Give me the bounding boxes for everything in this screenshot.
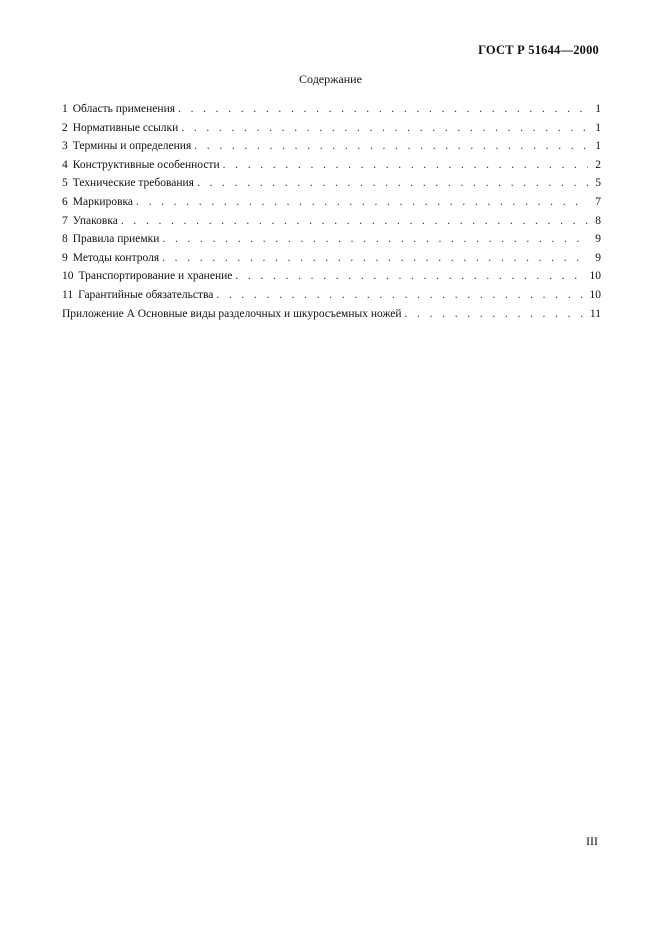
- toc-leader-dots: [136, 193, 588, 212]
- toc-leader-dots: [235, 267, 586, 286]
- toc-leader-dots: [178, 100, 588, 119]
- toc-entry-label: Область применения: [72, 103, 176, 115]
- table-of-contents: [62, 100, 601, 323]
- toc-leader-dots: [162, 230, 588, 249]
- toc-entry-label: Методы контроля: [72, 251, 160, 264]
- toc-entry: [62, 212, 601, 231]
- toc-entry: [62, 286, 601, 305]
- toc-entry-label: Нормативные ссылки: [72, 121, 179, 134]
- toc-leader-dots: [162, 249, 588, 268]
- toc-entry-number: 3: [62, 140, 68, 153]
- toc-entry-page: 1: [595, 140, 601, 153]
- page-number: III: [586, 834, 598, 848]
- toc-entry-page: 1: [595, 121, 601, 134]
- toc-entry-label: Термины и определения: [72, 140, 192, 153]
- toc-entry-page: 8: [595, 214, 601, 227]
- toc-entry-page: 10: [589, 288, 601, 301]
- toc-entry: [62, 156, 601, 175]
- toc-entry-page: 11: [589, 307, 601, 320]
- toc-entry-page: 5: [595, 177, 601, 190]
- toc-entry: [62, 267, 601, 286]
- toc-entry: [62, 193, 601, 212]
- toc-entry-label: Приложение А Основные виды разделочных и шкуросъемных ножей: [62, 307, 402, 320]
- toc-entry-number: 1: [62, 103, 68, 115]
- document-code: ГОСТ Р 51644—2000: [478, 43, 599, 57]
- toc-entry-label: Транспортирование и хранение: [78, 270, 233, 283]
- toc-entry-label: Маркировка: [72, 195, 134, 208]
- toc-entry-page: 2: [595, 158, 601, 171]
- toc-entry-page: 9: [595, 251, 601, 264]
- toc-leader-dots: [216, 286, 586, 305]
- toc-leader-dots: [197, 174, 588, 193]
- toc-entry-page: 7: [595, 195, 601, 208]
- toc-leader-dots: [121, 212, 588, 231]
- toc-entry-page: 1: [595, 103, 601, 115]
- toc-entry: [62, 100, 601, 119]
- toc-entry-number: 7: [62, 214, 68, 227]
- toc-leader-dots: [223, 156, 588, 175]
- toc-entry-page: 9: [595, 233, 601, 246]
- toc-entry: [62, 249, 601, 268]
- toc-entry-label: Правила приемки: [72, 233, 160, 246]
- toc-entry: [62, 174, 601, 193]
- toc-entry-appendix: [62, 305, 601, 324]
- toc-leader-dots: [194, 137, 588, 156]
- toc-entry: [62, 137, 601, 156]
- toc-entry-page: 10: [589, 270, 601, 283]
- toc-entry-label: Гарантийные обязательства: [78, 288, 214, 301]
- toc-leader-dots: [181, 119, 588, 138]
- toc-entry-number: 2: [62, 121, 68, 134]
- toc-entry-number: 8: [62, 233, 68, 246]
- toc-title: Содержание: [299, 72, 362, 86]
- toc-entry: [62, 119, 601, 138]
- toc-entry-number: 11: [62, 288, 74, 301]
- toc-entry-number: 9: [62, 251, 68, 264]
- toc-entry-label: Конструктивные особенности: [72, 158, 220, 171]
- toc-entry-label: Технические требования: [72, 177, 194, 190]
- toc-entry-number: 10: [62, 270, 74, 283]
- toc-entry-label: Упаковка: [72, 214, 118, 227]
- toc-entry: [62, 230, 601, 249]
- toc-leader-dots: [405, 305, 587, 324]
- toc-entry-number: 6: [62, 195, 68, 208]
- toc-entry-number: 4: [62, 158, 68, 171]
- toc-entry-number: 5: [62, 177, 68, 190]
